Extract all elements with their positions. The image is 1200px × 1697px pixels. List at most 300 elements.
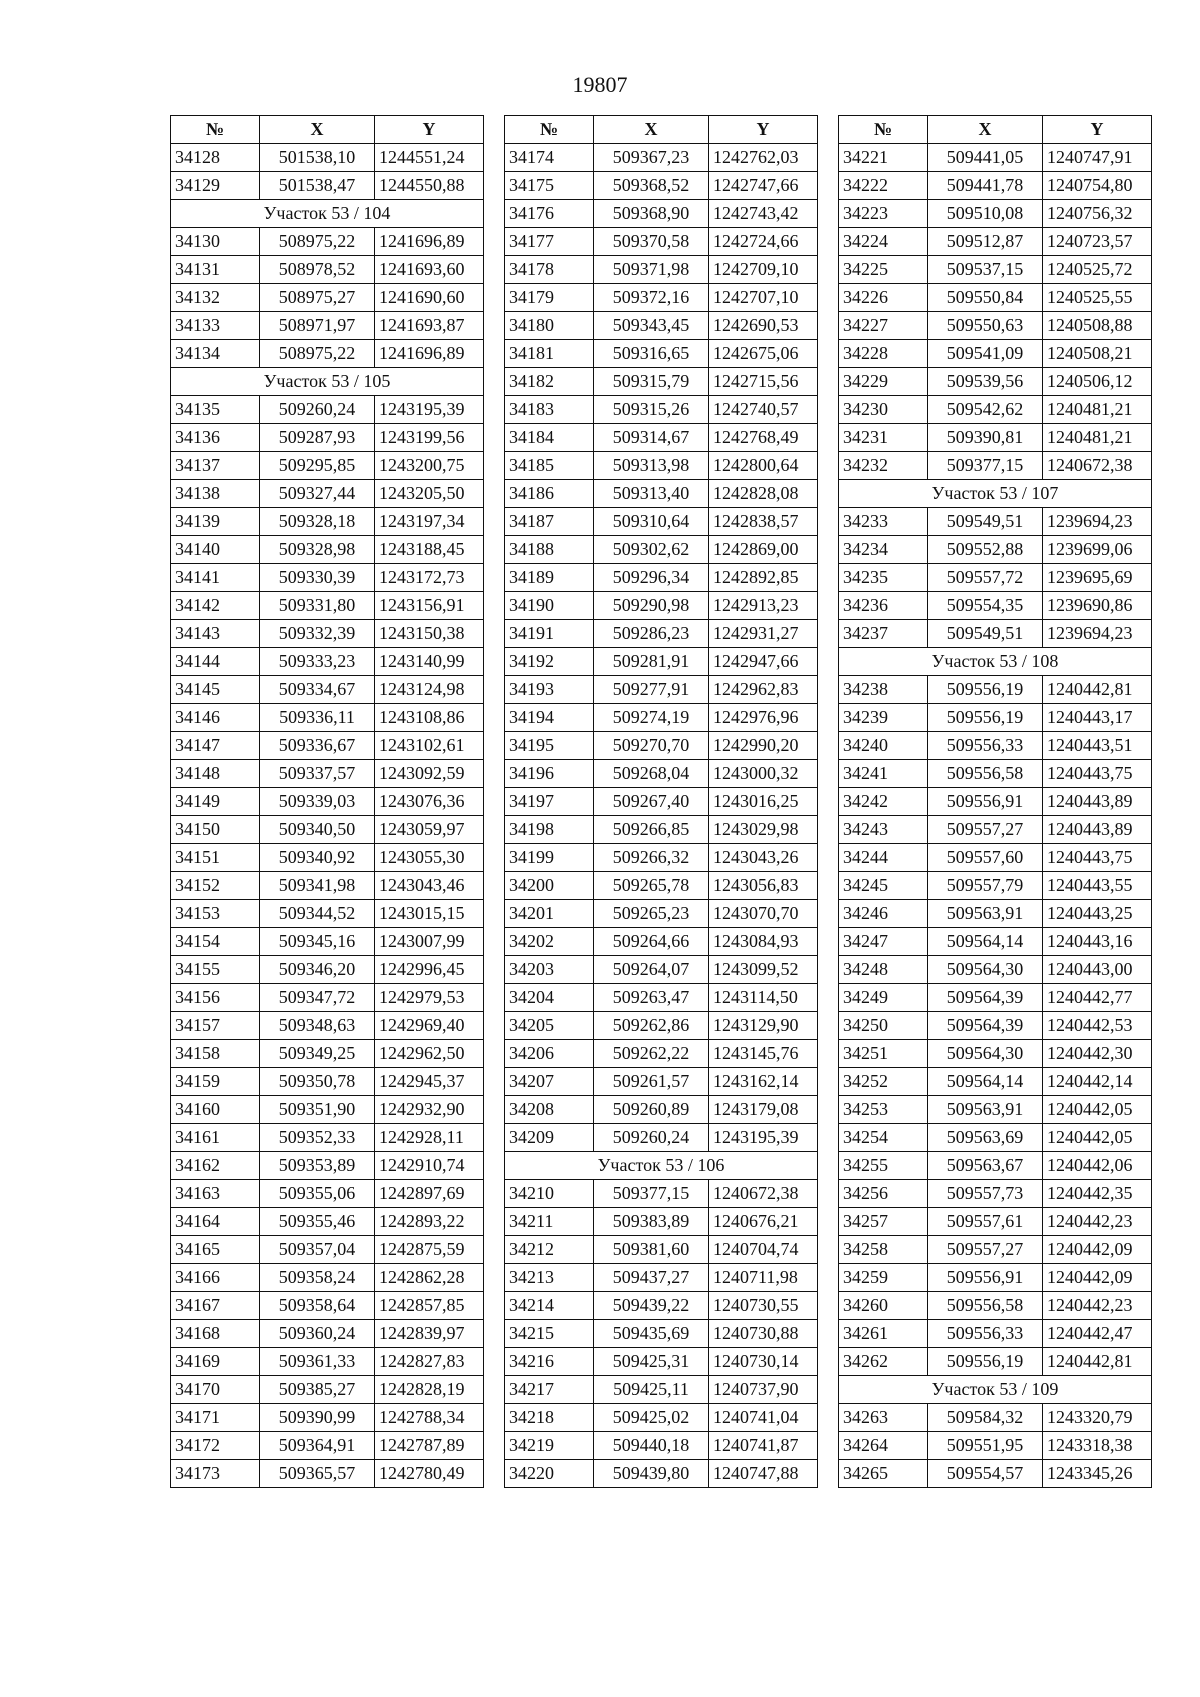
y-coordinate: 1242931,27 [709,620,818,648]
point-number: 34147 [171,732,260,760]
point-number: 34213 [505,1264,594,1292]
point-number: 34245 [839,872,928,900]
y-coordinate: 1242913,23 [709,592,818,620]
table-row [505,396,818,424]
x-coordinate: 509441,05 [928,144,1043,172]
x-coordinate: 509315,79 [594,368,709,396]
point-number: 34158 [171,1040,260,1068]
x-coordinate: 509260,24 [260,396,375,424]
x-coordinate: 509355,06 [260,1180,375,1208]
y-coordinate: 1243162,14 [709,1068,818,1096]
x-coordinate: 509331,80 [260,592,375,620]
point-number: 34139 [171,508,260,536]
point-number: 34227 [839,312,928,340]
coordinates-table [838,115,1152,1488]
y-coordinate: 1242979,53 [375,984,484,1012]
section-row [171,200,484,228]
y-coordinate: 1242947,66 [709,648,818,676]
table-row [839,956,1152,984]
x-coordinate: 509346,20 [260,956,375,984]
y-coordinate: 1242962,50 [375,1040,484,1068]
point-number: 34148 [171,760,260,788]
point-number: 34255 [839,1152,928,1180]
point-number: 34190 [505,592,594,620]
table-row [505,1040,818,1068]
y-coordinate: 1240443,89 [1043,816,1152,844]
y-coordinate: 1242768,49 [709,424,818,452]
y-coordinate: 1239695,69 [1043,564,1152,592]
point-number: 34247 [839,928,928,956]
y-coordinate: 1240442,30 [1043,1040,1152,1068]
point-number: 34257 [839,1208,928,1236]
table-row [505,676,818,704]
y-coordinate: 1242875,59 [375,1236,484,1264]
y-coordinate: 1241690,60 [375,284,484,312]
point-number: 34194 [505,704,594,732]
y-coordinate: 1240481,21 [1043,424,1152,452]
y-coordinate: 1240741,04 [709,1404,818,1432]
table-row [505,424,818,452]
point-number: 34144 [171,648,260,676]
table-row [839,144,1152,172]
x-coordinate: 509351,90 [260,1096,375,1124]
x-coordinate: 509556,19 [928,676,1043,704]
point-number: 34154 [171,928,260,956]
x-coordinate: 509347,72 [260,984,375,1012]
x-coordinate: 509361,33 [260,1348,375,1376]
point-number: 34180 [505,312,594,340]
y-coordinate: 1242969,40 [375,1012,484,1040]
table-row [171,1348,484,1376]
table-row [839,340,1152,368]
header-number: № [839,116,928,144]
point-number: 34219 [505,1432,594,1460]
section-row [839,1376,1152,1404]
y-coordinate: 1240672,38 [1043,452,1152,480]
table-row [839,256,1152,284]
table-row [171,536,484,564]
table-row [171,620,484,648]
x-coordinate: 509551,95 [928,1432,1043,1460]
table-row [171,732,484,760]
y-coordinate: 1242800,64 [709,452,818,480]
x-coordinate: 509355,46 [260,1208,375,1236]
x-coordinate: 509549,51 [928,620,1043,648]
x-coordinate: 509550,84 [928,284,1043,312]
point-number: 34168 [171,1320,260,1348]
point-number: 34163 [171,1180,260,1208]
x-coordinate: 509353,89 [260,1152,375,1180]
y-coordinate: 1242976,96 [709,704,818,732]
section-title: Участок 53 / 109 [839,1376,1152,1404]
table-row [839,676,1152,704]
y-coordinate: 1240443,17 [1043,704,1152,732]
table-row [839,872,1152,900]
point-number: 34252 [839,1068,928,1096]
point-number: 34251 [839,1040,928,1068]
x-coordinate: 509556,58 [928,760,1043,788]
point-number: 34218 [505,1404,594,1432]
table-row [171,1236,484,1264]
table-row [839,984,1152,1012]
y-coordinate: 1239694,23 [1043,508,1152,536]
table-row [505,704,818,732]
point-number: 34173 [171,1460,260,1488]
y-coordinate: 1243320,79 [1043,1404,1152,1432]
table-row [171,704,484,732]
point-number: 34210 [505,1180,594,1208]
table-row [839,536,1152,564]
y-coordinate: 1244551,24 [375,144,484,172]
table-row [171,1012,484,1040]
point-number: 34230 [839,396,928,424]
point-number: 34165 [171,1236,260,1264]
y-coordinate: 1240442,53 [1043,1012,1152,1040]
x-coordinate: 509349,25 [260,1040,375,1068]
table-row [839,928,1152,956]
point-number: 34160 [171,1096,260,1124]
y-coordinate: 1242869,00 [709,536,818,564]
table-row [505,872,818,900]
y-coordinate: 1240443,16 [1043,928,1152,956]
table-row [505,228,818,256]
table-row [839,396,1152,424]
section-row [839,480,1152,508]
y-coordinate: 1240672,38 [709,1180,818,1208]
y-coordinate: 1242740,57 [709,396,818,424]
table-row [171,1152,484,1180]
x-coordinate: 509557,73 [928,1180,1043,1208]
y-coordinate: 1243150,38 [375,620,484,648]
point-number: 34264 [839,1432,928,1460]
point-number: 34157 [171,1012,260,1040]
y-coordinate: 1242762,03 [709,144,818,172]
y-coordinate: 1240443,51 [1043,732,1152,760]
y-coordinate: 1240442,05 [1043,1096,1152,1124]
point-number: 34202 [505,928,594,956]
table-row [839,424,1152,452]
x-coordinate: 509262,86 [594,1012,709,1040]
point-number: 34179 [505,284,594,312]
table-row [171,256,484,284]
table-row [171,1460,484,1488]
x-coordinate: 509557,27 [928,816,1043,844]
point-number: 34215 [505,1320,594,1348]
x-coordinate: 509277,91 [594,676,709,704]
table-row [171,984,484,1012]
point-number: 34220 [505,1460,594,1488]
table-row [505,340,818,368]
y-coordinate: 1242788,34 [375,1404,484,1432]
x-coordinate: 509556,58 [928,1292,1043,1320]
point-number: 34212 [505,1236,594,1264]
table-row [839,1432,1152,1460]
point-number: 34189 [505,564,594,592]
x-coordinate: 509315,26 [594,396,709,424]
page-number: 19807 [572,72,628,97]
point-number: 34246 [839,900,928,928]
y-coordinate: 1242690,53 [709,312,818,340]
section-title: Участок 53 / 104 [171,200,484,228]
table-row [839,368,1152,396]
point-number: 34188 [505,536,594,564]
y-coordinate: 1242675,06 [709,340,818,368]
y-coordinate: 1240747,88 [709,1460,818,1488]
y-coordinate: 1242928,11 [375,1124,484,1152]
y-coordinate: 1240525,55 [1043,284,1152,312]
table-row [839,1180,1152,1208]
x-coordinate: 509310,64 [594,508,709,536]
x-coordinate: 509377,15 [594,1180,709,1208]
table-row [505,1460,818,1488]
y-coordinate: 1240443,55 [1043,872,1152,900]
y-coordinate: 1242857,85 [375,1292,484,1320]
point-number: 34242 [839,788,928,816]
point-number: 34174 [505,144,594,172]
point-number: 34199 [505,844,594,872]
y-coordinate: 1243056,83 [709,872,818,900]
point-number: 34211 [505,1208,594,1236]
x-coordinate: 509372,16 [594,284,709,312]
point-number: 34217 [505,1376,594,1404]
x-coordinate: 509313,40 [594,480,709,508]
x-coordinate: 509268,04 [594,760,709,788]
point-number: 34182 [505,368,594,396]
point-number: 34155 [171,956,260,984]
y-coordinate: 1242897,69 [375,1180,484,1208]
point-number: 34159 [171,1068,260,1096]
table-row [839,900,1152,928]
y-coordinate: 1243102,61 [375,732,484,760]
x-coordinate: 509328,98 [260,536,375,564]
x-coordinate: 509327,44 [260,480,375,508]
x-coordinate: 509564,30 [928,1040,1043,1068]
y-coordinate: 1240723,57 [1043,228,1152,256]
x-coordinate: 509537,15 [928,256,1043,284]
point-number: 34239 [839,704,928,732]
y-coordinate: 1239699,06 [1043,536,1152,564]
table-row [839,1264,1152,1292]
section-row [505,1152,818,1180]
table-row [505,256,818,284]
x-coordinate: 509296,34 [594,564,709,592]
x-coordinate: 509557,72 [928,564,1043,592]
table-row [505,956,818,984]
point-number: 34156 [171,984,260,1012]
y-coordinate: 1240481,21 [1043,396,1152,424]
header-row [839,116,1152,144]
table-row [839,452,1152,480]
table-row [505,508,818,536]
point-number: 34164 [171,1208,260,1236]
point-number: 34265 [839,1460,928,1488]
table-row [171,900,484,928]
table-row [171,592,484,620]
point-number: 34131 [171,256,260,284]
y-coordinate: 1242990,20 [709,732,818,760]
point-number: 34187 [505,508,594,536]
point-number: 34228 [839,340,928,368]
section-title: Участок 53 / 107 [839,480,1152,508]
point-number: 34175 [505,172,594,200]
x-coordinate: 509556,33 [928,1320,1043,1348]
x-coordinate: 509439,80 [594,1460,709,1488]
table-row [171,816,484,844]
x-coordinate: 509541,09 [928,340,1043,368]
point-number: 34229 [839,368,928,396]
table-row [171,928,484,956]
x-coordinate: 508975,22 [260,228,375,256]
point-number: 34222 [839,172,928,200]
table-row [171,872,484,900]
point-number: 34235 [839,564,928,592]
point-number: 34132 [171,284,260,312]
y-coordinate: 1243179,08 [709,1096,818,1124]
table-row [839,620,1152,648]
point-number: 34196 [505,760,594,788]
x-coordinate: 509314,67 [594,424,709,452]
x-coordinate: 509352,33 [260,1124,375,1152]
x-coordinate: 509563,91 [928,900,1043,928]
y-coordinate: 1243129,90 [709,1012,818,1040]
point-number: 34248 [839,956,928,984]
table-row [505,1180,818,1208]
point-number: 34167 [171,1292,260,1320]
header-x: X [594,116,709,144]
x-coordinate: 509264,66 [594,928,709,956]
y-coordinate: 1240508,21 [1043,340,1152,368]
y-coordinate: 1243114,50 [709,984,818,1012]
table-row [839,1348,1152,1376]
point-number: 34152 [171,872,260,900]
x-coordinate: 509371,98 [594,256,709,284]
point-number: 34209 [505,1124,594,1152]
point-number: 34236 [839,592,928,620]
point-number: 34261 [839,1320,928,1348]
table-row [171,676,484,704]
y-coordinate: 1240442,14 [1043,1068,1152,1096]
y-coordinate: 1242715,56 [709,368,818,396]
x-coordinate: 509281,91 [594,648,709,676]
y-coordinate: 1243188,45 [375,536,484,564]
table-row [171,172,484,200]
table-row [839,1012,1152,1040]
table-row [505,732,818,760]
x-coordinate: 509564,39 [928,1012,1043,1040]
x-coordinate: 509286,23 [594,620,709,648]
y-coordinate: 1244550,88 [375,172,484,200]
table-row [839,1404,1152,1432]
point-number: 34137 [171,452,260,480]
point-number: 34221 [839,144,928,172]
y-coordinate: 1243055,30 [375,844,484,872]
x-coordinate: 509390,99 [260,1404,375,1432]
x-coordinate: 509556,91 [928,788,1043,816]
x-coordinate: 509267,40 [594,788,709,816]
table-row [505,172,818,200]
y-coordinate: 1243043,46 [375,872,484,900]
table-row [839,284,1152,312]
y-coordinate: 1242839,97 [375,1320,484,1348]
y-coordinate: 1243076,36 [375,788,484,816]
header-y: Y [375,116,484,144]
y-coordinate: 1240711,98 [709,1264,818,1292]
y-coordinate: 1242707,10 [709,284,818,312]
x-coordinate: 509542,62 [928,396,1043,424]
y-coordinate: 1240676,21 [709,1208,818,1236]
y-coordinate: 1242828,08 [709,480,818,508]
y-coordinate: 1242862,28 [375,1264,484,1292]
y-coordinate: 1240442,09 [1043,1236,1152,1264]
x-coordinate: 509358,24 [260,1264,375,1292]
y-coordinate: 1242838,57 [709,508,818,536]
table-row [839,564,1152,592]
table-row [505,368,818,396]
point-number: 34231 [839,424,928,452]
x-coordinate: 509266,32 [594,844,709,872]
y-coordinate: 1243199,56 [375,424,484,452]
point-number: 34178 [505,256,594,284]
point-number: 34208 [505,1096,594,1124]
point-number: 34181 [505,340,594,368]
x-coordinate: 509510,08 [928,200,1043,228]
point-number: 34161 [171,1124,260,1152]
x-coordinate: 508975,22 [260,340,375,368]
y-coordinate: 1243200,75 [375,452,484,480]
header-number: № [505,116,594,144]
table-row [505,1432,818,1460]
y-coordinate: 1242709,10 [709,256,818,284]
header-y: Y [1043,116,1152,144]
table-row [839,200,1152,228]
x-coordinate: 509556,19 [928,704,1043,732]
point-number: 34253 [839,1096,928,1124]
x-coordinate: 509313,98 [594,452,709,480]
x-coordinate: 509360,24 [260,1320,375,1348]
table-row [505,1068,818,1096]
x-coordinate: 509336,67 [260,732,375,760]
point-number: 34170 [171,1376,260,1404]
y-coordinate: 1240741,87 [709,1432,818,1460]
x-coordinate: 509563,91 [928,1096,1043,1124]
x-coordinate: 509549,51 [928,508,1043,536]
x-coordinate: 509377,15 [928,452,1043,480]
x-coordinate: 509554,57 [928,1460,1043,1488]
x-coordinate: 509265,23 [594,900,709,928]
point-number: 34204 [505,984,594,1012]
y-coordinate: 1241696,89 [375,340,484,368]
point-number: 34262 [839,1348,928,1376]
y-coordinate: 1240442,23 [1043,1292,1152,1320]
y-coordinate: 1241693,87 [375,312,484,340]
x-coordinate: 508971,97 [260,312,375,340]
table-row [171,760,484,788]
table-row [505,592,818,620]
y-coordinate: 1243007,99 [375,928,484,956]
header-number: № [171,116,260,144]
table-row [171,788,484,816]
x-coordinate: 509265,78 [594,872,709,900]
point-number: 34216 [505,1348,594,1376]
y-coordinate: 1242828,19 [375,1376,484,1404]
table-row [171,228,484,256]
table-row [171,1180,484,1208]
section-title: Участок 53 / 106 [505,1152,818,1180]
table-row [505,200,818,228]
x-coordinate: 509358,64 [260,1292,375,1320]
x-coordinate: 509337,57 [260,760,375,788]
x-coordinate: 509554,35 [928,592,1043,620]
